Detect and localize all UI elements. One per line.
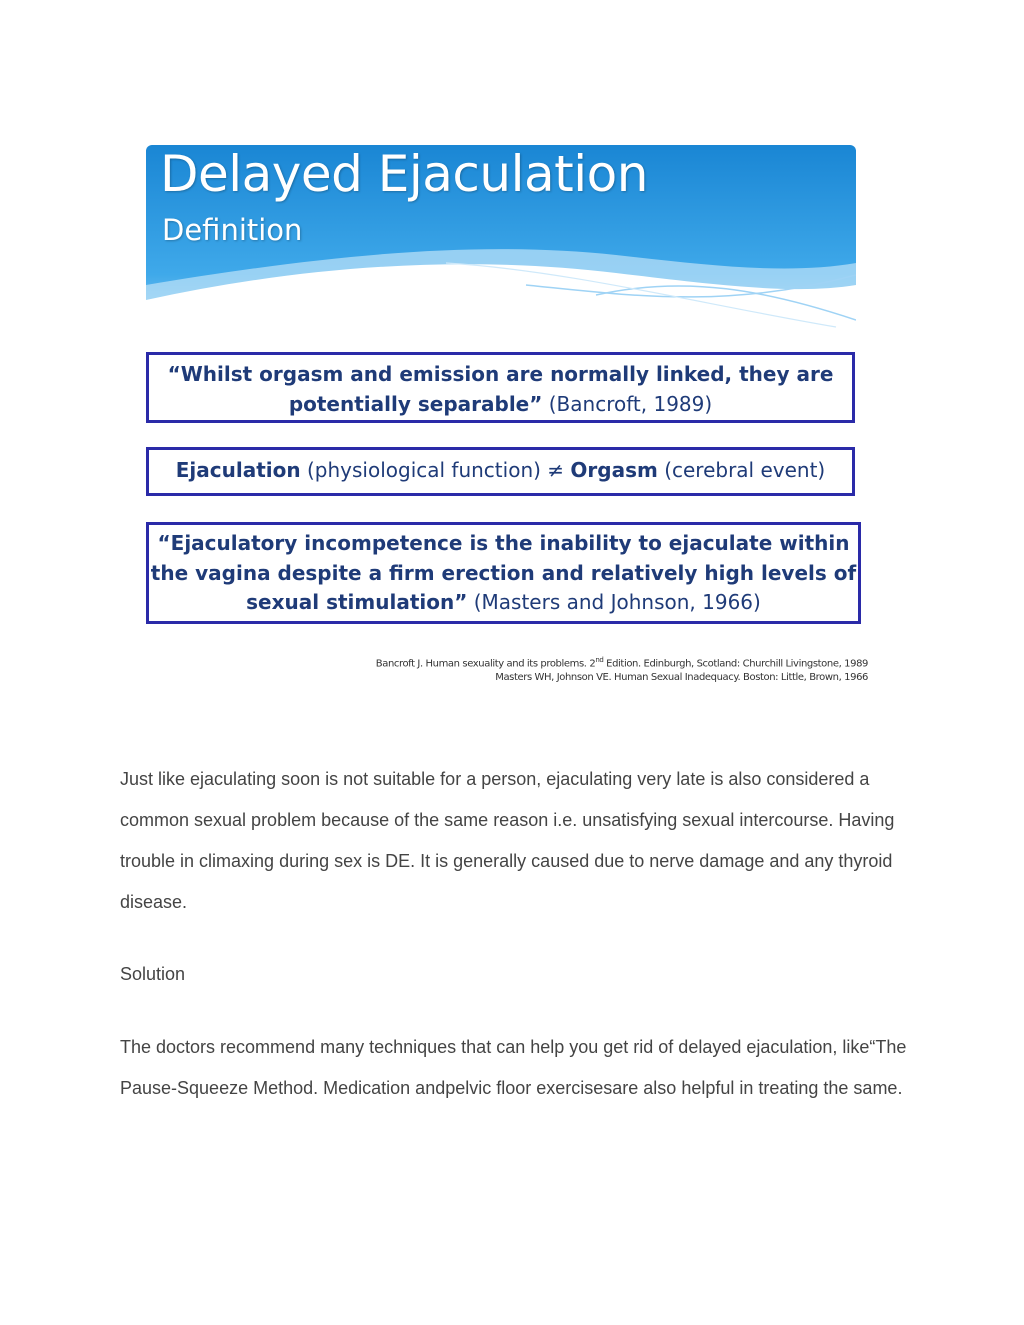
quote-bancroft-citation: (Bancroft, 1989) [548, 392, 713, 416]
references [376, 653, 868, 685]
solution-heading: Solution [120, 964, 186, 984]
quote-box-masters-johnson [146, 522, 861, 624]
quote-masters-citation: (Masters and Johnson, 1966) [473, 590, 761, 614]
slide-banner [146, 145, 856, 330]
term-orgasm: Orgasm [570, 458, 658, 482]
quote-masters-text: “Ejaculatory incompetence is the inability to ejaculate within the vagina despite a firm erection and relatively high levels of sexual stimulation” [150, 531, 857, 614]
reference-bancroft: Bancroft J. Human sexuality and its problems. 2nd Edition. Edinburgh, Scotland: Churchill Livingstone, 1989 [375, 656, 868, 670]
slide-subtitle: Definition [162, 213, 303, 247]
slide-title: Delayed Ejaculation [160, 145, 648, 203]
quote-box-bancroft [146, 352, 855, 423]
quote-bancroft-text: “Whilst orgasm and emission are normally linked, they are potentially separable” [167, 362, 834, 416]
term-orgasm-desc: (cerebral event) [664, 458, 826, 482]
term-ejaculation-desc: (physiological function) [306, 458, 541, 482]
body-paragraph-1: Just like ejaculating soon is not suitable for a person, ejaculating very late is also considered a common sexual problem because of the same reason i.e. unsatisfying sexual intercourse. Having trouble in climaxing during sex is DE. It is generally caused due to nerve damage and any thyroid disease. [120, 769, 895, 912]
term-ejaculation: Ejaculation [175, 458, 301, 482]
body-paragraph-2: The doctors recommend many techniques that can help you get rid of delayed ejaculation, like“The Pause-Squeeze Method. Medication andpelvic floor exercisesare also helpful in treating the same. [120, 1037, 907, 1098]
definition-box [146, 447, 855, 496]
not-equal-symbol: ≠ [547, 458, 565, 482]
reference-masters: Masters WH, Johnson VE. Human Sexual Inadequacy. Boston: Little, Brown, 1966 [495, 672, 868, 684]
slide-image [146, 145, 870, 690]
